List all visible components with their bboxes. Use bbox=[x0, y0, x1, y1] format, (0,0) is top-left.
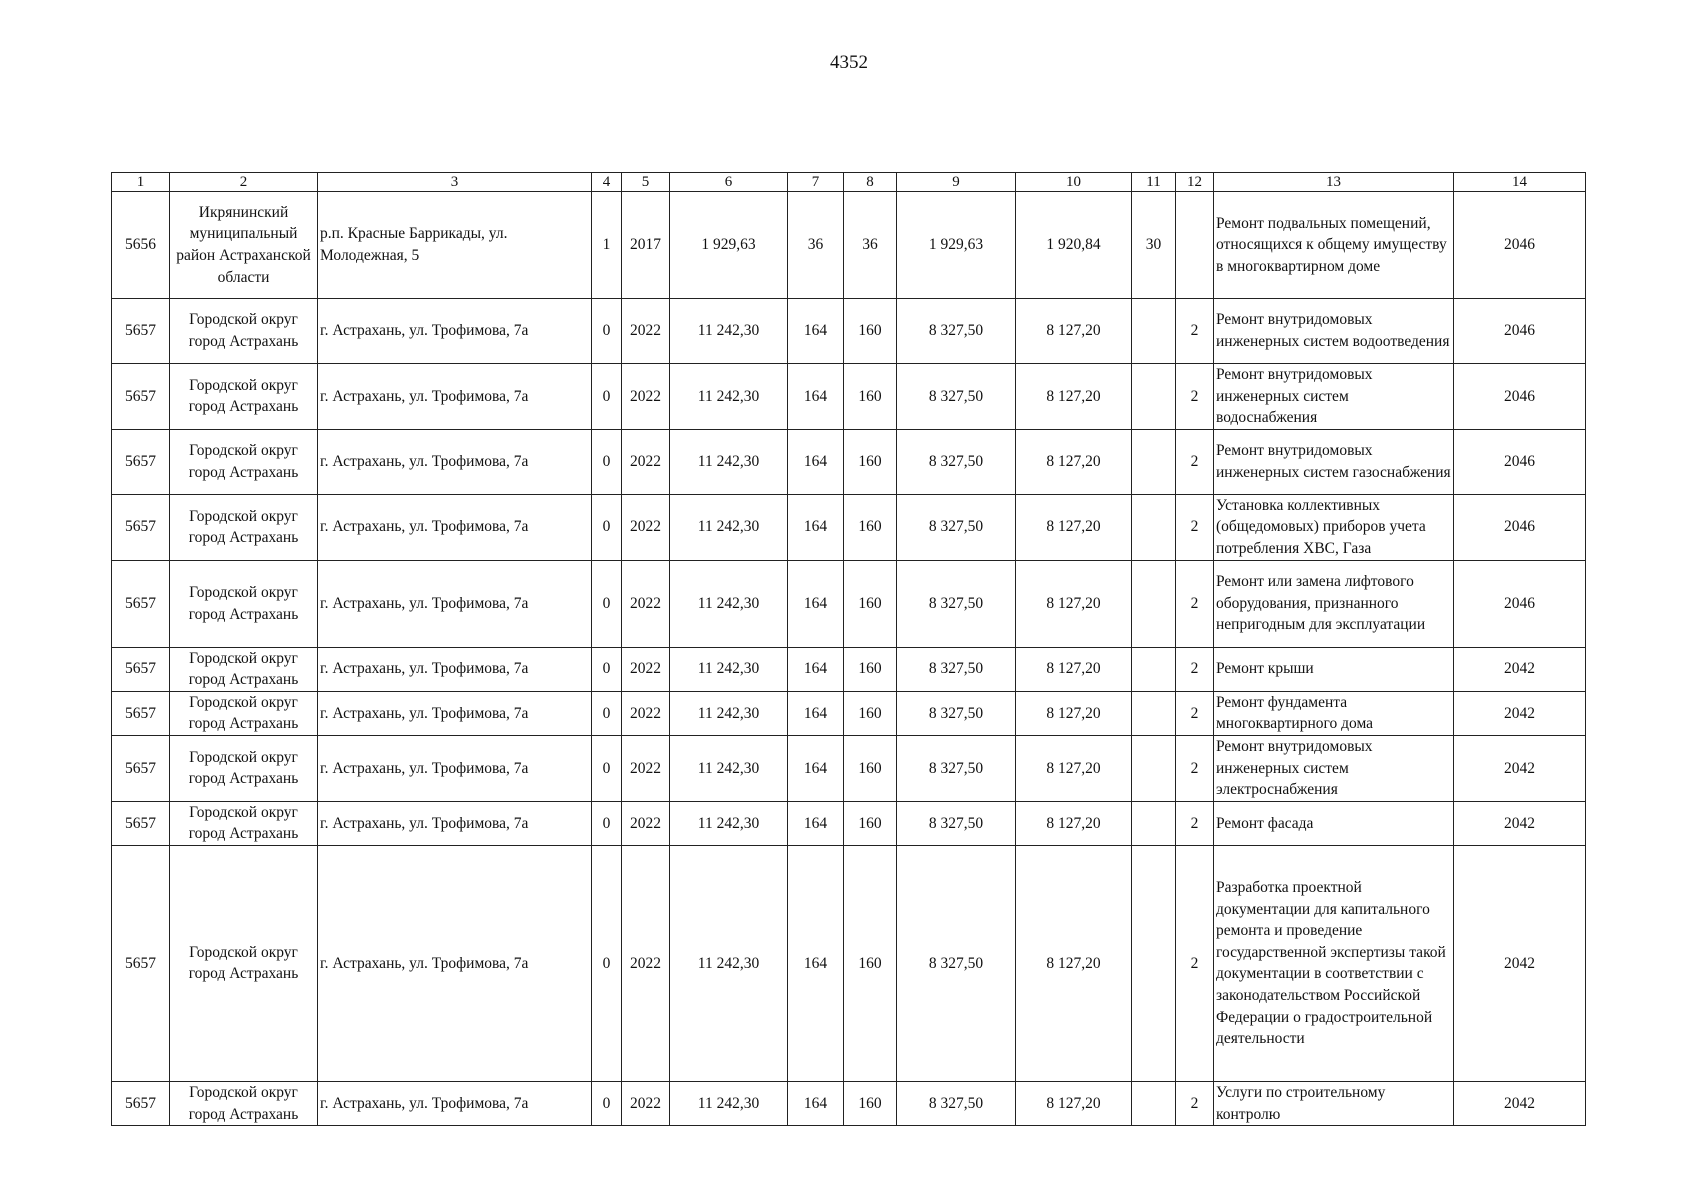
work-type-cell: Разработка проектной документации для капитального ремонта и проведение государственной экспертизы такой документации в соответствии с законодательством Российской Федерации о градостроительной деятельности bbox=[1214, 845, 1454, 1081]
col-11-cell bbox=[1132, 364, 1176, 430]
address-cell: р.п. Красные Баррикады, ул. Молодежная, 5 bbox=[318, 192, 592, 299]
col-7-cell: 36 bbox=[788, 192, 844, 299]
deadline-year-cell: 2042 bbox=[1454, 691, 1586, 735]
col-12-cell: 2 bbox=[1176, 364, 1214, 430]
col-6-cell: 11 242,30 bbox=[670, 1081, 788, 1125]
col-7-cell: 164 bbox=[788, 735, 844, 801]
table-row bbox=[112, 1081, 1586, 1125]
col-11-cell bbox=[1132, 1081, 1176, 1125]
table-row bbox=[112, 691, 1586, 735]
col-7-cell: 164 bbox=[788, 364, 844, 430]
year-cell: 2022 bbox=[622, 494, 670, 560]
year-cell: 2022 bbox=[622, 647, 670, 691]
deadline-year-cell: 2042 bbox=[1454, 735, 1586, 801]
col-9-cell: 8 327,50 bbox=[897, 560, 1016, 647]
address-cell: г. Астрахань, ул. Трофимова, 7а bbox=[318, 494, 592, 560]
col-10-cell: 8 127,20 bbox=[1016, 429, 1132, 494]
col-8-cell: 160 bbox=[844, 845, 897, 1081]
municipality-cell: Городской округ город Астрахань bbox=[170, 1081, 318, 1125]
col-6-cell: 11 242,30 bbox=[670, 299, 788, 364]
col-10-cell: 8 127,20 bbox=[1016, 560, 1132, 647]
year-cell: 2022 bbox=[622, 1081, 670, 1125]
deadline-year-cell: 2042 bbox=[1454, 647, 1586, 691]
municipality-cell: Городской округ город Астрахань bbox=[170, 801, 318, 845]
col-4-cell: 0 bbox=[592, 691, 622, 735]
address-cell: г. Астрахань, ул. Трофимова, 7а bbox=[318, 647, 592, 691]
col-8-cell: 160 bbox=[844, 801, 897, 845]
col-12-cell: 2 bbox=[1176, 299, 1214, 364]
col-7-cell: 164 bbox=[788, 845, 844, 1081]
col-7-cell: 164 bbox=[788, 1081, 844, 1125]
address-cell: г. Астрахань, ул. Трофимова, 7а bbox=[318, 691, 592, 735]
deadline-year-cell: 2046 bbox=[1454, 429, 1586, 494]
work-type-cell: Ремонт внутридомовых инженерных систем водоотведения bbox=[1214, 299, 1454, 364]
col-12-cell: 2 bbox=[1176, 429, 1214, 494]
deadline-year-cell: 2046 bbox=[1454, 299, 1586, 364]
col-7-cell: 164 bbox=[788, 647, 844, 691]
column-header-13: 13 bbox=[1214, 173, 1454, 192]
col-9-cell: 8 327,50 bbox=[897, 494, 1016, 560]
col-4-cell: 0 bbox=[592, 845, 622, 1081]
deadline-year-cell: 2042 bbox=[1454, 845, 1586, 1081]
col-8-cell: 160 bbox=[844, 1081, 897, 1125]
year-cell: 2022 bbox=[622, 801, 670, 845]
municipality-cell: Городской округ город Астрахань bbox=[170, 494, 318, 560]
work-type-cell: Ремонт подвальных помещений, относящихся к общему имуществу в многоквартирном доме bbox=[1214, 192, 1454, 299]
col-11-cell: 30 bbox=[1132, 192, 1176, 299]
table-row bbox=[112, 494, 1586, 560]
col-6-cell: 11 242,30 bbox=[670, 494, 788, 560]
table-row bbox=[112, 801, 1586, 845]
col-12-cell: 2 bbox=[1176, 647, 1214, 691]
address-cell: г. Астрахань, ул. Трофимова, 7а bbox=[318, 801, 592, 845]
col-10-cell: 8 127,20 bbox=[1016, 299, 1132, 364]
col-7-cell: 164 bbox=[788, 691, 844, 735]
deadline-year-cell: 2046 bbox=[1454, 560, 1586, 647]
column-header-6: 6 bbox=[670, 173, 788, 192]
work-type-cell: Ремонт крыши bbox=[1214, 647, 1454, 691]
work-type-cell: Ремонт внутридомовых инженерных систем электроснабжения bbox=[1214, 735, 1454, 801]
col-6-cell: 11 242,30 bbox=[670, 560, 788, 647]
col-9-cell: 8 327,50 bbox=[897, 1081, 1016, 1125]
page-number: 4352 bbox=[830, 52, 868, 73]
col-8-cell: 160 bbox=[844, 494, 897, 560]
col-9-cell: 8 327,50 bbox=[897, 364, 1016, 430]
table-row bbox=[112, 364, 1586, 430]
row-number-cell: 5657 bbox=[112, 364, 170, 430]
year-cell: 2022 bbox=[622, 560, 670, 647]
col-7-cell: 164 bbox=[788, 560, 844, 647]
row-number-cell: 5657 bbox=[112, 801, 170, 845]
row-number-cell: 5657 bbox=[112, 560, 170, 647]
col-9-cell: 8 327,50 bbox=[897, 691, 1016, 735]
row-number-cell: 5657 bbox=[112, 1081, 170, 1125]
col-6-cell: 11 242,30 bbox=[670, 429, 788, 494]
address-cell: г. Астрахань, ул. Трофимова, 7а bbox=[318, 364, 592, 430]
col-11-cell bbox=[1132, 494, 1176, 560]
table-row bbox=[112, 560, 1586, 647]
col-9-cell: 8 327,50 bbox=[897, 647, 1016, 691]
col-10-cell: 8 127,20 bbox=[1016, 691, 1132, 735]
table-row bbox=[112, 429, 1586, 494]
col-6-cell: 11 242,30 bbox=[670, 735, 788, 801]
col-10-cell: 8 127,20 bbox=[1016, 845, 1132, 1081]
col-8-cell: 160 bbox=[844, 691, 897, 735]
col-4-cell: 1 bbox=[592, 192, 622, 299]
col-4-cell: 0 bbox=[592, 647, 622, 691]
address-cell: г. Астрахань, ул. Трофимова, 7а bbox=[318, 1081, 592, 1125]
col-8-cell: 160 bbox=[844, 735, 897, 801]
work-type-cell: Ремонт фасада bbox=[1214, 801, 1454, 845]
col-4-cell: 0 bbox=[592, 299, 622, 364]
col-9-cell: 1 929,63 bbox=[897, 192, 1016, 299]
column-header-8: 8 bbox=[844, 173, 897, 192]
col-4-cell: 0 bbox=[592, 429, 622, 494]
col-8-cell: 160 bbox=[844, 429, 897, 494]
deadline-year-cell: 2046 bbox=[1454, 494, 1586, 560]
col-9-cell: 8 327,50 bbox=[897, 429, 1016, 494]
col-12-cell: 2 bbox=[1176, 691, 1214, 735]
col-12-cell: 2 bbox=[1176, 735, 1214, 801]
table-row bbox=[112, 299, 1586, 364]
col-10-cell: 8 127,20 bbox=[1016, 735, 1132, 801]
row-number-cell: 5657 bbox=[112, 429, 170, 494]
column-header-7: 7 bbox=[788, 173, 844, 192]
municipality-cell: Городской округ город Астрахань bbox=[170, 299, 318, 364]
column-header-4: 4 bbox=[592, 173, 622, 192]
address-cell: г. Астрахань, ул. Трофимова, 7а bbox=[318, 429, 592, 494]
municipality-cell: Городской округ город Астрахань bbox=[170, 560, 318, 647]
work-type-cell: Ремонт фундамента многоквартирного дома bbox=[1214, 691, 1454, 735]
col-9-cell: 8 327,50 bbox=[897, 299, 1016, 364]
col-7-cell: 164 bbox=[788, 494, 844, 560]
col-11-cell bbox=[1132, 647, 1176, 691]
column-header-1: 1 bbox=[112, 173, 170, 192]
header-row bbox=[112, 173, 1586, 192]
column-header-9: 9 bbox=[897, 173, 1016, 192]
col-10-cell: 8 127,20 bbox=[1016, 364, 1132, 430]
col-10-cell: 1 920,84 bbox=[1016, 192, 1132, 299]
deadline-year-cell: 2042 bbox=[1454, 1081, 1586, 1125]
col-8-cell: 160 bbox=[844, 560, 897, 647]
municipality-cell: Городской округ город Астрахань bbox=[170, 364, 318, 430]
col-10-cell: 8 127,20 bbox=[1016, 801, 1132, 845]
col-12-cell: 2 bbox=[1176, 494, 1214, 560]
address-cell: г. Астрахань, ул. Трофимова, 7а bbox=[318, 845, 592, 1081]
col-7-cell: 164 bbox=[788, 801, 844, 845]
col-6-cell: 11 242,30 bbox=[670, 364, 788, 430]
row-number-cell: 5657 bbox=[112, 299, 170, 364]
col-11-cell bbox=[1132, 801, 1176, 845]
col-11-cell bbox=[1132, 560, 1176, 647]
work-type-cell: Услуги по строительному контролю bbox=[1214, 1081, 1454, 1125]
col-4-cell: 0 bbox=[592, 1081, 622, 1125]
year-cell: 2017 bbox=[622, 192, 670, 299]
municipality-cell: Городской округ город Астрахань bbox=[170, 429, 318, 494]
col-12-cell: 2 bbox=[1176, 1081, 1214, 1125]
municipality-cell: Городской округ город Астрахань bbox=[170, 691, 318, 735]
deadline-year-cell: 2042 bbox=[1454, 801, 1586, 845]
col-10-cell: 8 127,20 bbox=[1016, 1081, 1132, 1125]
work-type-cell: Установка коллективных (общедомовых) приборов учета потребления ХВС, Газа bbox=[1214, 494, 1454, 560]
col-6-cell: 11 242,30 bbox=[670, 801, 788, 845]
col-11-cell bbox=[1132, 845, 1176, 1081]
col-11-cell bbox=[1132, 299, 1176, 364]
work-type-cell: Ремонт внутридомовых инженерных систем водоснабжения bbox=[1214, 364, 1454, 430]
row-number-cell: 5656 bbox=[112, 192, 170, 299]
col-9-cell: 8 327,50 bbox=[897, 735, 1016, 801]
col-11-cell bbox=[1132, 429, 1176, 494]
column-header-5: 5 bbox=[622, 173, 670, 192]
col-12-cell: 2 bbox=[1176, 801, 1214, 845]
year-cell: 2022 bbox=[622, 429, 670, 494]
row-number-cell: 5657 bbox=[112, 647, 170, 691]
row-number-cell: 5657 bbox=[112, 845, 170, 1081]
work-type-cell: Ремонт или замена лифтового оборудования, признанного непригодным для эксплуатации bbox=[1214, 560, 1454, 647]
col-10-cell: 8 127,20 bbox=[1016, 647, 1132, 691]
col-7-cell: 164 bbox=[788, 299, 844, 364]
col-4-cell: 0 bbox=[592, 735, 622, 801]
address-cell: г. Астрахань, ул. Трофимова, 7а bbox=[318, 299, 592, 364]
column-header-3: 3 bbox=[318, 173, 592, 192]
address-cell: г. Астрахань, ул. Трофимова, 7а bbox=[318, 560, 592, 647]
row-number-cell: 5657 bbox=[112, 494, 170, 560]
col-8-cell: 160 bbox=[844, 647, 897, 691]
column-header-10: 10 bbox=[1016, 173, 1132, 192]
work-type-cell: Ремонт внутридомовых инженерных систем газоснабжения bbox=[1214, 429, 1454, 494]
column-header-12: 12 bbox=[1176, 173, 1214, 192]
col-10-cell: 8 127,20 bbox=[1016, 494, 1132, 560]
row-number-cell: 5657 bbox=[112, 735, 170, 801]
year-cell: 2022 bbox=[622, 735, 670, 801]
column-header-11: 11 bbox=[1132, 173, 1176, 192]
column-header-2: 2 bbox=[170, 173, 318, 192]
municipality-cell: Икрянинский муниципальный район Астраханской области bbox=[170, 192, 318, 299]
table-body bbox=[112, 173, 1586, 1126]
row-number-cell: 5657 bbox=[112, 691, 170, 735]
col-12-cell bbox=[1176, 192, 1214, 299]
year-cell: 2022 bbox=[622, 299, 670, 364]
col-4-cell: 0 bbox=[592, 560, 622, 647]
col-6-cell: 11 242,30 bbox=[670, 845, 788, 1081]
col-11-cell bbox=[1132, 735, 1176, 801]
col-9-cell: 8 327,50 bbox=[897, 845, 1016, 1081]
address-cell: г. Астрахань, ул. Трофимова, 7а bbox=[318, 735, 592, 801]
col-12-cell: 2 bbox=[1176, 845, 1214, 1081]
col-4-cell: 0 bbox=[592, 494, 622, 560]
register-table bbox=[111, 172, 1586, 1126]
col-4-cell: 0 bbox=[592, 364, 622, 430]
municipality-cell: Городской округ город Астрахань bbox=[170, 647, 318, 691]
col-6-cell: 11 242,30 bbox=[670, 647, 788, 691]
col-6-cell: 11 242,30 bbox=[670, 691, 788, 735]
table-row bbox=[112, 647, 1586, 691]
column-header-14: 14 bbox=[1454, 173, 1586, 192]
col-8-cell: 36 bbox=[844, 192, 897, 299]
table-row bbox=[112, 735, 1586, 801]
col-9-cell: 8 327,50 bbox=[897, 801, 1016, 845]
table-row bbox=[112, 192, 1586, 299]
municipality-cell: Городской округ город Астрахань bbox=[170, 845, 318, 1081]
year-cell: 2022 bbox=[622, 364, 670, 430]
deadline-year-cell: 2046 bbox=[1454, 192, 1586, 299]
table-row bbox=[112, 845, 1586, 1081]
col-8-cell: 160 bbox=[844, 299, 897, 364]
col-11-cell bbox=[1132, 691, 1176, 735]
year-cell: 2022 bbox=[622, 845, 670, 1081]
municipality-cell: Городской округ город Астрахань bbox=[170, 735, 318, 801]
col-4-cell: 0 bbox=[592, 801, 622, 845]
col-8-cell: 160 bbox=[844, 364, 897, 430]
col-6-cell: 1 929,63 bbox=[670, 192, 788, 299]
year-cell: 2022 bbox=[622, 691, 670, 735]
deadline-year-cell: 2046 bbox=[1454, 364, 1586, 430]
col-12-cell: 2 bbox=[1176, 560, 1214, 647]
col-7-cell: 164 bbox=[788, 429, 844, 494]
